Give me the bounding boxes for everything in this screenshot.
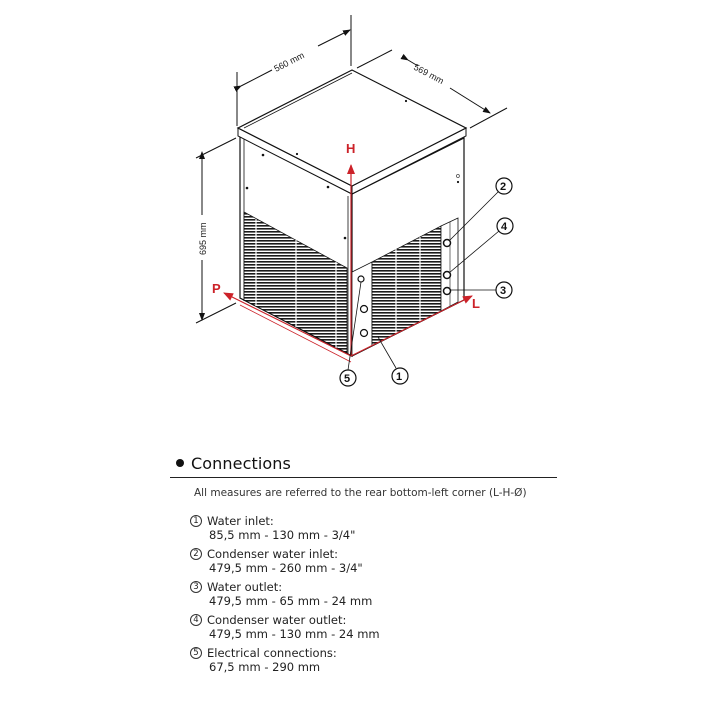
callout-3: 3 bbox=[500, 285, 507, 297]
circled-number-icon: 3 bbox=[190, 581, 202, 593]
width-label: 560 mm bbox=[272, 50, 306, 74]
connections-list bbox=[170, 514, 560, 674]
callout-2: 2 bbox=[500, 181, 507, 193]
connection-value: 479,5 mm - 65 mm - 24 mm bbox=[209, 594, 373, 608]
connection-label: Water outlet: bbox=[207, 580, 283, 594]
callout-5: 5 bbox=[344, 373, 351, 385]
connection-label: Electrical connections: bbox=[207, 646, 337, 660]
section-title: Connections bbox=[191, 453, 291, 473]
connection-item-water-inlet bbox=[190, 514, 560, 542]
connection-label: Water inlet: bbox=[207, 514, 274, 528]
reference-note: All measures are referred to the rear bottom-left corner (L-H-Ø) bbox=[194, 487, 527, 499]
circled-number-icon: 4 bbox=[190, 614, 202, 626]
bullet-icon bbox=[176, 459, 184, 467]
callout-4: 4 bbox=[501, 221, 508, 233]
connection-item-electrical bbox=[190, 646, 560, 674]
connection-item-water-outlet bbox=[190, 580, 560, 608]
height-label: 695 mm bbox=[198, 222, 208, 255]
circled-number-icon: 2 bbox=[190, 548, 202, 560]
circled-number-icon: 5 bbox=[190, 647, 202, 659]
connection-label: Condenser water outlet: bbox=[207, 613, 347, 627]
connection-item-condenser-water-outlet bbox=[190, 613, 560, 641]
connection-item-condenser-water-inlet bbox=[190, 547, 560, 575]
connections-header bbox=[170, 450, 560, 476]
connection-value: 479,5 mm - 260 mm - 3/4" bbox=[209, 561, 363, 575]
axis-h-label: H bbox=[346, 141, 356, 156]
connections-section bbox=[170, 450, 560, 679]
axis-l-label: L bbox=[472, 296, 480, 311]
connection-value: 85,5 mm - 130 mm - 3/4" bbox=[209, 528, 356, 542]
circled-number-icon: 1 bbox=[190, 515, 202, 527]
section-divider bbox=[170, 477, 557, 478]
depth-label: 569 mm bbox=[412, 61, 446, 87]
axis-p-label: P bbox=[212, 281, 221, 296]
callout-1: 1 bbox=[396, 371, 403, 383]
connection-value: 479,5 mm - 130 mm - 24 mm bbox=[209, 627, 380, 641]
svg-text:o: o bbox=[456, 173, 460, 180]
ice-machine-body bbox=[238, 70, 466, 356]
connection-label: Condenser water inlet: bbox=[207, 547, 339, 561]
connection-value: 67,5 mm - 290 mm bbox=[209, 660, 321, 674]
